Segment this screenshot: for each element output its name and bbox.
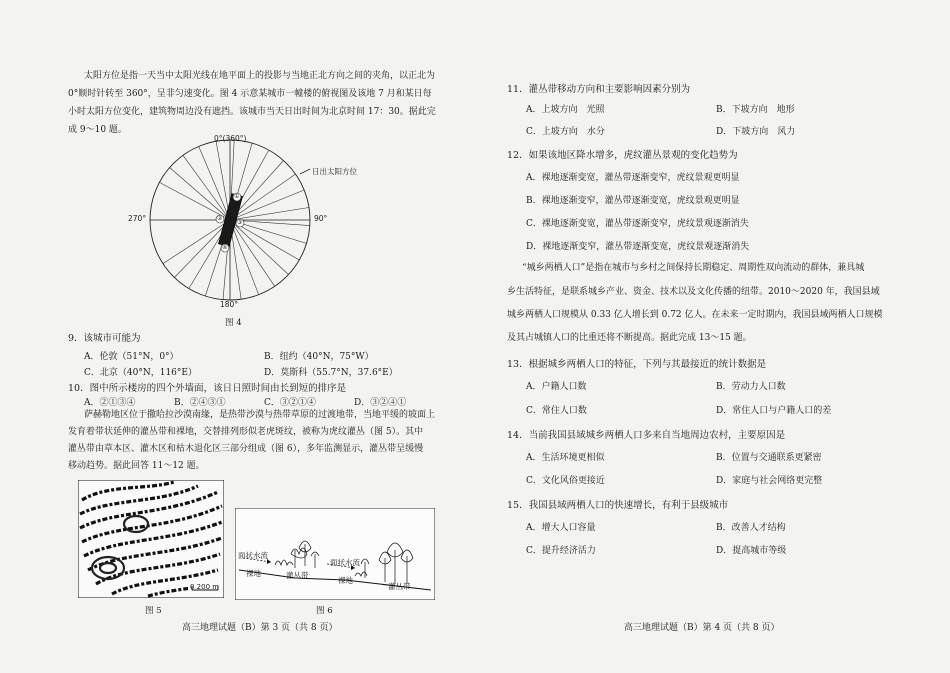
q12-option-b[interactable]: B．裸地逐渐变窄，灌丛带逐渐变宽，虎纹景观更明显 [526,196,740,206]
q14-stem: 14．当前我国县域城乡两栖人口多来自当地周边农村，主要原因是 [507,430,786,441]
q9-stem: 9．该城市可能为 [68,333,141,344]
q13-option-d[interactable]: D．常住人口与户籍人口的差 [716,406,832,416]
q13-option-b[interactable]: B．劳动力人口数 [716,382,786,392]
intro2-line-1: 萨赫勒地区位于撒哈拉沙漠南缘，是热带沙漠与热带草原的过渡地带，当地平缓的坡面上 [84,410,436,420]
q12-option-d[interactable]: D．裸地逐渐变窄，灌丛带逐渐变宽，虎纹景观逐渐消失 [526,242,750,252]
q9-option-c[interactable]: C．北京（40°N，116°E） [84,368,197,378]
intro-line-4: 成 9～10 题。 [68,125,127,135]
q11-option-b[interactable]: B．下坡方向 地形 [716,105,795,115]
q11-option-d[interactable]: D．下坡方向 风力 [716,127,796,137]
fig6-flow-label-2: 面状水流 [330,558,360,567]
intro2-line-4: 移动趋势。据此回答 11～12 题。 [68,461,205,471]
q15-option-b[interactable]: B．改善人才结构 [716,523,786,533]
fig6-flow-label-1: 面状水流 [238,551,268,560]
left-footer: 高三地理试题（B）第 3 页（共 8 页） [182,623,338,633]
figure-4-sun-azimuth [130,134,360,314]
q12-option-a[interactable]: A．裸地逐渐变宽，灌丛带逐渐变窄，虎纹景观更明显 [526,173,740,183]
right-footer: 高三地理试题（B）第 4 页（共 8 页） [624,623,780,633]
fig4-label-90: 90° [314,214,328,223]
q14-option-d[interactable]: D．家庭与社会网络更完整 [716,476,823,486]
q15-stem: 15．我国县域两栖人口的快速增长，有利于县级城市 [507,500,729,511]
fig6-shrub-label-1: 灌丛带 [286,571,309,580]
intro3-line-2: 乡生活特征，是联系城乡产业、资金、技术以及文化传播的纽带。2010～2020 年，我国县域 [507,287,880,297]
sun-azimuth-ray [230,220,289,275]
sun-azimuth-ray [230,190,304,220]
q14-option-c[interactable]: C．文化风俗更接近 [526,476,605,486]
fig4-sunrise-label: 日出太阳方位 [312,167,357,176]
q13-stem: 13．根据城乡两栖人口的特征，下列与其最接近的统计数据是 [507,359,767,370]
sun-azimuth-ray [170,168,230,221]
fig4-wall-2: ② [217,215,223,222]
intro-line-2: 0°顺时针转至 360°，呈非匀速变化。图 4 示意某城市一幢楼的俯视图及该地 7 月和某日每 [68,89,432,99]
fig4-wall-1: ① [234,193,240,200]
fig6-shrub-label-2: 灌丛带 [388,582,411,591]
sun-azimuth-ray [230,220,275,286]
q9-option-d[interactable]: D．莫斯科（55.7°N，37.6°E） [264,368,398,378]
fig4-wall-3: ③ [237,219,243,226]
q10-option-b[interactable]: B．②④③① [174,398,226,408]
intro2-line-2: 发育着带状延伸的灌丛带和裸地，交替排列形似老虎斑纹，被称为虎纹灌丛（图 5）。其中 [68,427,424,437]
q14-option-a[interactable]: A．生活环境更相似 [526,453,605,463]
fig4-caption: 图 4 [225,318,242,328]
q12-stem: 12．如果该地区降水增多，虎纹灌丛景观的变化趋势为 [507,150,738,161]
intro-line-3: 小时太阳方位变化，建筑物周边没有遮挡。该城市当天日出时间为北京时间 17：30。据此完 [68,107,436,117]
q10-option-d[interactable]: D．③②④① [354,398,407,408]
q9-option-a[interactable]: A．伦敦（51°N，0°） [84,352,179,362]
q11-option-c[interactable]: C．上坡方向 水分 [526,127,605,137]
fig6-bare-label-2: 裸地 [338,576,353,585]
fig5-caption: 图 5 [145,606,162,616]
intro3-line-1: “城乡两栖人口”是指在城市与乡村之间保持长期稳定、周期性双向流动的群体，兼具城 [522,263,865,273]
fig4-label-0: 0°(360°) [214,134,247,143]
fig5-scale: 0 200 m [190,583,220,591]
fig4-label-180: 180° [220,300,239,309]
q15-option-d[interactable]: D．提高城市等级 [716,546,787,556]
q10-stem: 10．图中所示楼房的四个外墙面，该日日照时间由长到短的排序是 [68,383,347,394]
intro-line-1: 太阳方位是指一天当中太阳光线在地平面上的投影与当地正北方向之间的夹角，以正北为 [84,71,436,81]
q11-stem: 11．灌丛带移动方向和主要影响因素分别为 [507,84,691,95]
intro3-line-4: 及其占城镇人口的比重还将不断提高。据此完成 13～15 题。 [507,333,752,343]
q13-option-a[interactable]: A．户籍人口数 [526,382,587,392]
q9-option-b[interactable]: B．纽约（40°N，75°W） [264,352,374,362]
fig6-caption: 图 6 [316,606,333,616]
q10-option-c[interactable]: C．③②①④ [264,398,316,408]
fig6-bare-label-1: 裸地 [246,569,261,578]
q14-option-b[interactable]: B．位置与交通联系更紧密 [716,453,822,463]
q13-option-c[interactable]: C．常住人口数 [526,406,587,416]
fig4-label-270: 270° [128,214,147,223]
q12-option-c[interactable]: C．裸地逐渐变宽，灌丛带逐渐变窄，虎纹景观逐渐消失 [526,219,749,229]
q15-option-a[interactable]: A．增大人口容量 [526,523,596,533]
q11-option-a[interactable]: A．上坡方向 光照 [526,105,605,115]
q15-option-c[interactable]: C．提升经济活力 [526,546,596,556]
sun-azimuth-ray [230,220,259,295]
fig4-wall-4: ④ [222,244,228,251]
intro3-line-3: 城乡两栖人口规模从 0.33 亿人增长到 0.72 亿人。在未来一定时期内，我国县域两栖人口规模 [507,310,883,320]
figure-5-tiger-bush-photo [78,480,224,598]
intro2-line-3: 灌丛带由草本区、灌木区和枯木退化区三部分组成（图 6），多年监测显示，灌丛带呈缓慢 [68,444,424,454]
q10-option-a[interactable]: A．②①③④ [84,398,136,408]
